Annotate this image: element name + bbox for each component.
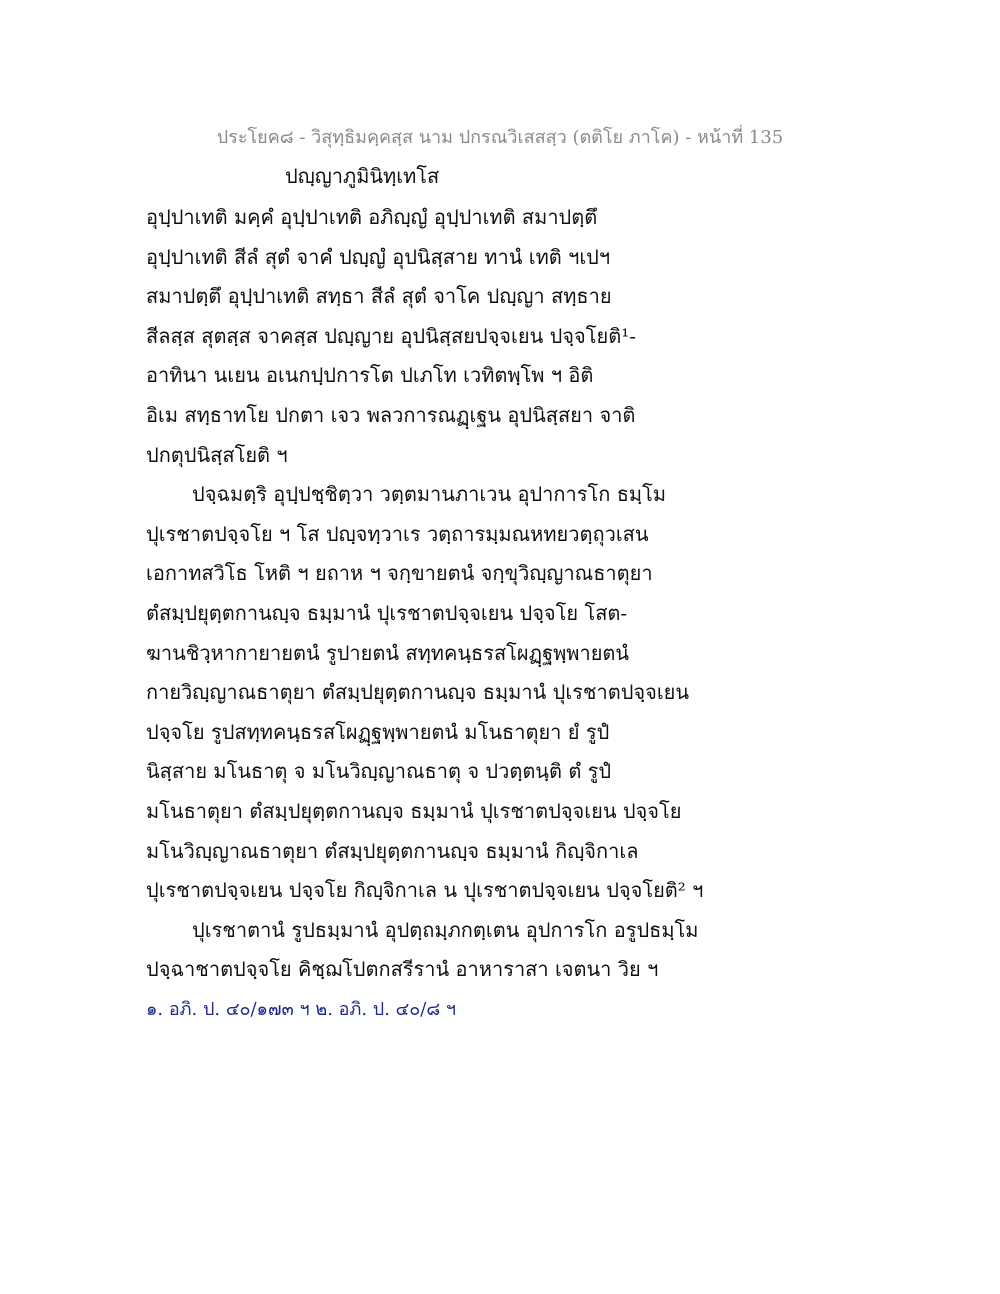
text-line: ปุเรชาตปจฺจเยน ปจฺจโย กิญฺจิกาเล น ปุเรชาตปจฺจเยน ปจฺจโยติ² ฯ	[146, 878, 704, 903]
text-line: สมาปตฺตึ อุปฺปาเทติ สทฺธา สีลํ สุตํ จาโค ปญฺญา สทฺธาย	[146, 284, 612, 309]
text-line: อิเม สทฺธาทโย ปกตา เจว พลวการณฏฺเฐน อุปนิสฺสยา จาติ	[146, 402, 636, 427]
text-line: กายวิญฺญาณธาตุยา ตํสมฺปยุตฺตกานญฺจ ธมฺมานํ ปุเรชาตปจฺจเยน	[146, 680, 690, 705]
text-line: มโนธาตุยา ตํสมฺปยุตฺตกานญฺจ ธมฺมานํ ปุเรชาตปจฺจเยน ปจฺจโย	[146, 798, 682, 823]
body-text	[146, 198, 706, 990]
footnote: ๑. อภิ. ป. ๔๐/๑๗๓ ฯ ๒. อภิ. ป. ๔๐/๘ ฯ	[146, 999, 457, 1020]
page-header: ประโยค๘ - วิสุทฺธิมคฺคสฺส นาม ปกรณวิเสสสฺว (ตติโย ภาโค) - หน้าที่ 135	[216, 127, 784, 148]
text-line: ปจฺจโย รูปสทฺทคนฺธรสโผฏฺฐพฺพายตนํ มโนธาตุยา ยํ รูปํ	[146, 719, 610, 744]
text-line: ปุเรชาตปจฺจโย ฯ โส ปญฺจทฺวาเร วตฺถารมฺมณหทยวตฺถุวเสน	[146, 521, 649, 546]
text-line: เอกาทสวิโธ โหติ ฯ ยถาห ฯ จกฺขายตนํ จกฺขุวิญฺญาณธาตุยา	[146, 561, 653, 586]
text-line: อาทินา นเยน อเนกปฺปการโต ปเภโท เวทิตพฺโพ ฯ อิติ	[146, 363, 594, 388]
section-title: ปญฺญาภูมินิทฺเทโส	[285, 164, 440, 188]
text-line: มโนวิญฺญาณธาตุยา ตํสมฺปยุตฺตกานญฺจ ธมฺมานํ กิญฺจิกาเล	[146, 838, 639, 863]
paragraph-first-line: ปจฺฉมตฺริ อุปฺปชฺชิตฺวา วตฺตมานภาเวน อุปาการโก ธมฺโม	[192, 482, 667, 507]
text-line: สีลสฺส สุตสฺส จาคสฺส ปญฺญาย อุปนิสฺสยปจฺจเยน ปจฺจโยติ¹-	[146, 323, 636, 348]
text-line: นิสฺสาย มโนธาตุ จ มโนวิญฺญาณธาตุ จ ปวตฺตนฺติ ตํ รูปํ	[146, 759, 612, 784]
paragraph-first-line: ปุเรชาตานํ รูปธมฺมานํ อุปตฺถมฺภกตฺเตน อุปการโก อรูปธมฺโม	[192, 917, 699, 942]
text-line: ปกตุปนิสฺสโยติ ฯ	[146, 442, 288, 467]
text-line: ปจฺฉาชาตปจฺจโย คิชฺฌโปตกสรีรานํ อาหาราสา เจตนา วิย ฯ	[146, 957, 659, 982]
text-line: อุปฺปาเทติ มคฺคํ อุปฺปาเทติ อภิญฺญํ อุปฺปาเทติ สมาปตฺตึ	[146, 205, 598, 229]
text-line: ฆานชิวฺหากายายตนํ รูปายตนํ สทฺทคนฺธรสโผฏฺฐพฺพายตนํ	[146, 640, 630, 665]
text-line: อุปฺปาเทติ สีลํ สุตํ จาคํ ปญฺญํ อุปนิสฺสาย ทานํ เทติ ฯเปฯ	[146, 244, 611, 269]
text-line: ตํสมฺปยุตฺตกานญฺจ ธมฺมานํ ปุเรชาตปจฺจเยน ปจฺจโย โสต-	[146, 600, 628, 625]
